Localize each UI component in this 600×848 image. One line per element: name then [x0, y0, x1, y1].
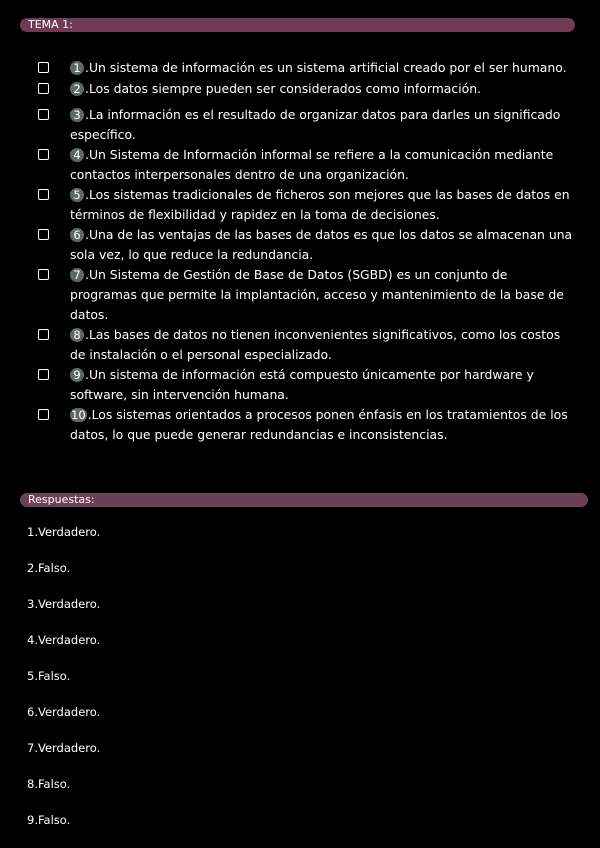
question-text: .Las bases de datos no tienen inconvenientes significativos, como los costos de instalación o el personal especializado. [70, 327, 561, 362]
question-number-badge: 7 [70, 268, 84, 282]
checkbox[interactable] [38, 369, 49, 380]
respuestas-header [20, 493, 588, 507]
question-text: .Los datos siempre pueden ser considerados como información. [85, 81, 482, 96]
tema-header [20, 18, 575, 32]
question-text: .Un Sistema de Gestión de Base de Datos (SGBD) es un conjunto de programas que permite la implantación, acceso y mantenimiento de la base de datos. [70, 267, 564, 322]
answer-item: 2.Falso. [27, 561, 71, 575]
question-number-badge: 9 [70, 368, 84, 382]
question-number-badge: 6 [70, 228, 84, 242]
question-item [38, 145, 578, 185]
answer-item: 5.Falso. [27, 669, 71, 683]
checkbox[interactable] [38, 329, 49, 340]
respuestas-title: Respuestas: [28, 493, 95, 506]
question-text: .La información es el resultado de organizar datos para darles un significado específico. [70, 107, 561, 142]
answer-item: 8.Falso. [27, 777, 71, 791]
checkbox[interactable] [38, 189, 49, 200]
question-text: .Un sistema de información es un sistema artificial creado por el ser humano. [85, 60, 567, 75]
answer-list [27, 522, 100, 846]
question-text: .Un sistema de información está compuesto únicamente por hardware y software, sin intervención humana. [70, 367, 534, 402]
question-text: .Un Sistema de Información informal se refiere a la comunicación mediante contactos interpersonales dentro de una organización. [70, 147, 554, 182]
question-text: .Los sistemas tradicionales de ficheros son mejores que las bases de datos en términos de flexibilidad y rapidez en la toma de decisiones. [70, 187, 570, 222]
checkbox[interactable] [38, 269, 49, 280]
question-text: .Una de las ventajas de las bases de datos es que los datos se almacenan una sola vez, lo que reduce la redundancia. [70, 227, 573, 262]
checkbox[interactable] [38, 62, 49, 73]
question-number-badge: 4 [70, 148, 84, 162]
question-item [38, 105, 578, 145]
question-text: .Los sistemas orientados a procesos ponen énfasis en los tratamientos de los datos, lo que puede generar redundancias e inconsistencias. [70, 407, 568, 442]
question-number-badge: 2 [70, 82, 84, 96]
checkbox[interactable] [38, 109, 49, 120]
question-item [38, 405, 578, 445]
question-item [38, 79, 578, 99]
question-item [38, 185, 578, 225]
checkbox[interactable] [38, 409, 49, 420]
answer-item: 1.Verdadero. [27, 525, 101, 539]
question-list [38, 58, 578, 445]
answer-item: 6.Verdadero. [27, 705, 101, 719]
question-item [38, 365, 578, 405]
question-number-badge: 8 [70, 328, 84, 342]
question-number-badge: 5 [70, 188, 84, 202]
tema-title: TEMA 1: [28, 18, 73, 31]
answer-item: 3.Verdadero. [27, 597, 101, 611]
checkbox[interactable] [38, 149, 49, 160]
question-number-badge: 3 [70, 108, 84, 122]
question-number-badge: 10 [71, 408, 86, 422]
checkbox[interactable] [38, 83, 49, 94]
answer-item: 4.Verdadero. [27, 633, 101, 647]
question-item [38, 265, 578, 325]
question-item [38, 325, 578, 365]
checkbox[interactable] [38, 229, 49, 240]
question-number-badge: 1 [70, 61, 84, 75]
question-item [38, 225, 578, 265]
answer-item: 7.Verdadero. [27, 741, 101, 755]
question-item [38, 58, 578, 78]
answer-item: 9.Falso. [27, 813, 71, 827]
